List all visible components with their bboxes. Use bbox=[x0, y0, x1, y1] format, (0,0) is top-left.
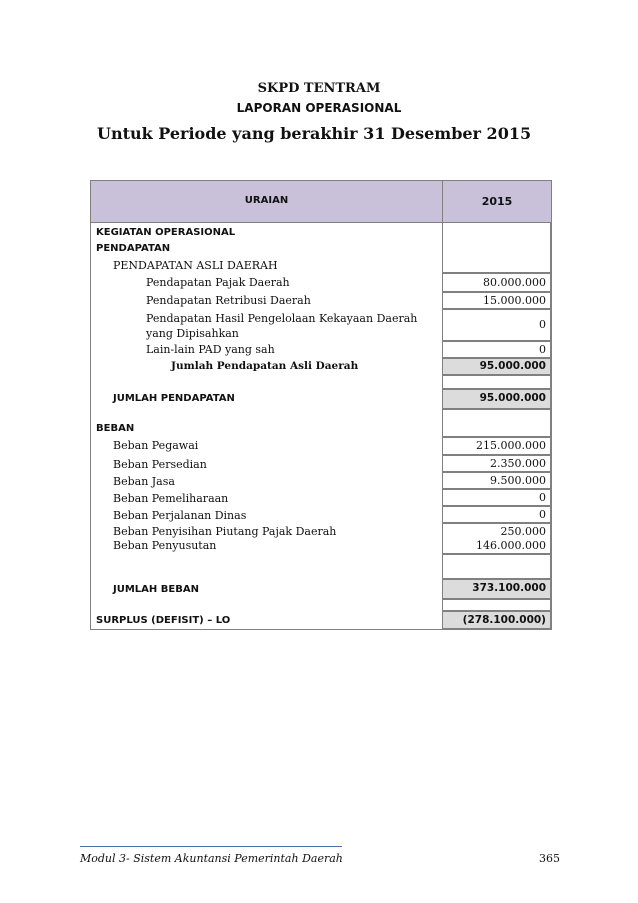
label-jumlah-beban: JUMLAH BEBAN bbox=[113, 584, 199, 595]
period-title: Untuk Periode yang berakhir 31 Desember 2015 bbox=[97, 124, 532, 143]
label-surplus: SURPLUS (DEFISIT) – LO bbox=[96, 615, 231, 626]
label-penyusutan: Beban Penyusutan bbox=[113, 539, 217, 552]
value-pemeliharaan: 0 bbox=[539, 491, 546, 504]
label-jumlah-pendapatan: JUMLAH PENDAPATAN bbox=[113, 393, 235, 404]
label-piutang: Beban Penyisihan Piutang Pajak Daerah bbox=[113, 525, 337, 538]
value-pegawai: 215.000.000 bbox=[476, 439, 546, 452]
report-title: LAPORAN OPERASIONAL bbox=[236, 101, 402, 115]
value-retribusi: 15.000.000 bbox=[483, 294, 546, 307]
table-header bbox=[91, 181, 551, 223]
label-pegawai: Beban Pegawai bbox=[113, 439, 199, 452]
value-persediaan: 2.350.000 bbox=[490, 457, 546, 470]
label-beban: BEBAN bbox=[96, 423, 135, 434]
value-penyusutan: 146.000.000 bbox=[476, 539, 546, 552]
label-pajak: Pendapatan Pajak Daerah bbox=[146, 276, 290, 289]
value-pajak: 80.000.000 bbox=[483, 276, 546, 289]
column-header-year: 2015 bbox=[481, 195, 513, 208]
label-pendapatan: PENDAPATAN bbox=[96, 243, 171, 254]
value-kekayaan: 0 bbox=[539, 318, 546, 331]
value-jumlah-pendapatan: 95.000.000 bbox=[479, 392, 546, 404]
operational-report-table bbox=[90, 180, 552, 630]
value-box-spacer-1 bbox=[442, 375, 551, 389]
value-lainlain: 0 bbox=[539, 343, 546, 356]
value-perjalanan: 0 bbox=[539, 508, 546, 521]
value-box-blank-top bbox=[442, 222, 551, 273]
label-kekayaan: Pendapatan Hasil Pengelolaan Kekayaan Daerah yang Dipisahkan bbox=[146, 312, 418, 340]
label-perjalanan: Beban Perjalanan Dinas bbox=[113, 509, 247, 522]
value-surplus: (278.100.000) bbox=[462, 614, 546, 626]
value-jumlah-pad: 95.000.000 bbox=[479, 360, 546, 372]
label-pemeliharaan: Beban Pemeliharaan bbox=[113, 492, 229, 505]
label-retribusi: Pendapatan Retribusi Daerah bbox=[146, 294, 311, 307]
page-number: 365 bbox=[539, 852, 560, 865]
label-lainlain: Lain-lain PAD yang sah bbox=[146, 343, 275, 356]
label-jumlah-pad: Jumlah Pendapatan Asli Daerah bbox=[171, 360, 359, 372]
label-kegiatan-operasional: KEGIATAN OPERASIONAL bbox=[96, 227, 236, 238]
value-jumlah-beban: 373.100.000 bbox=[472, 582, 546, 594]
label-pad: PENDAPATAN ASLI DAERAH bbox=[113, 259, 278, 272]
value-jasa: 9.500.000 bbox=[490, 474, 546, 487]
column-header-uraian: URAIAN bbox=[244, 195, 289, 206]
footer-module: Modul 3- Sistem Akuntansi Pemerintah Daerah bbox=[80, 852, 343, 865]
label-jasa: Beban Jasa bbox=[113, 475, 175, 488]
value-box-spacer-3 bbox=[442, 554, 551, 579]
entity-title: SKPD TENTRAM bbox=[257, 81, 381, 96]
value-piutang: 250.000 bbox=[500, 525, 546, 538]
label-persediaan: Beban Persedian bbox=[113, 458, 207, 471]
value-box-spacer-4 bbox=[442, 599, 551, 611]
footer-rule bbox=[80, 846, 342, 847]
value-box-spacer-2 bbox=[442, 409, 551, 437]
